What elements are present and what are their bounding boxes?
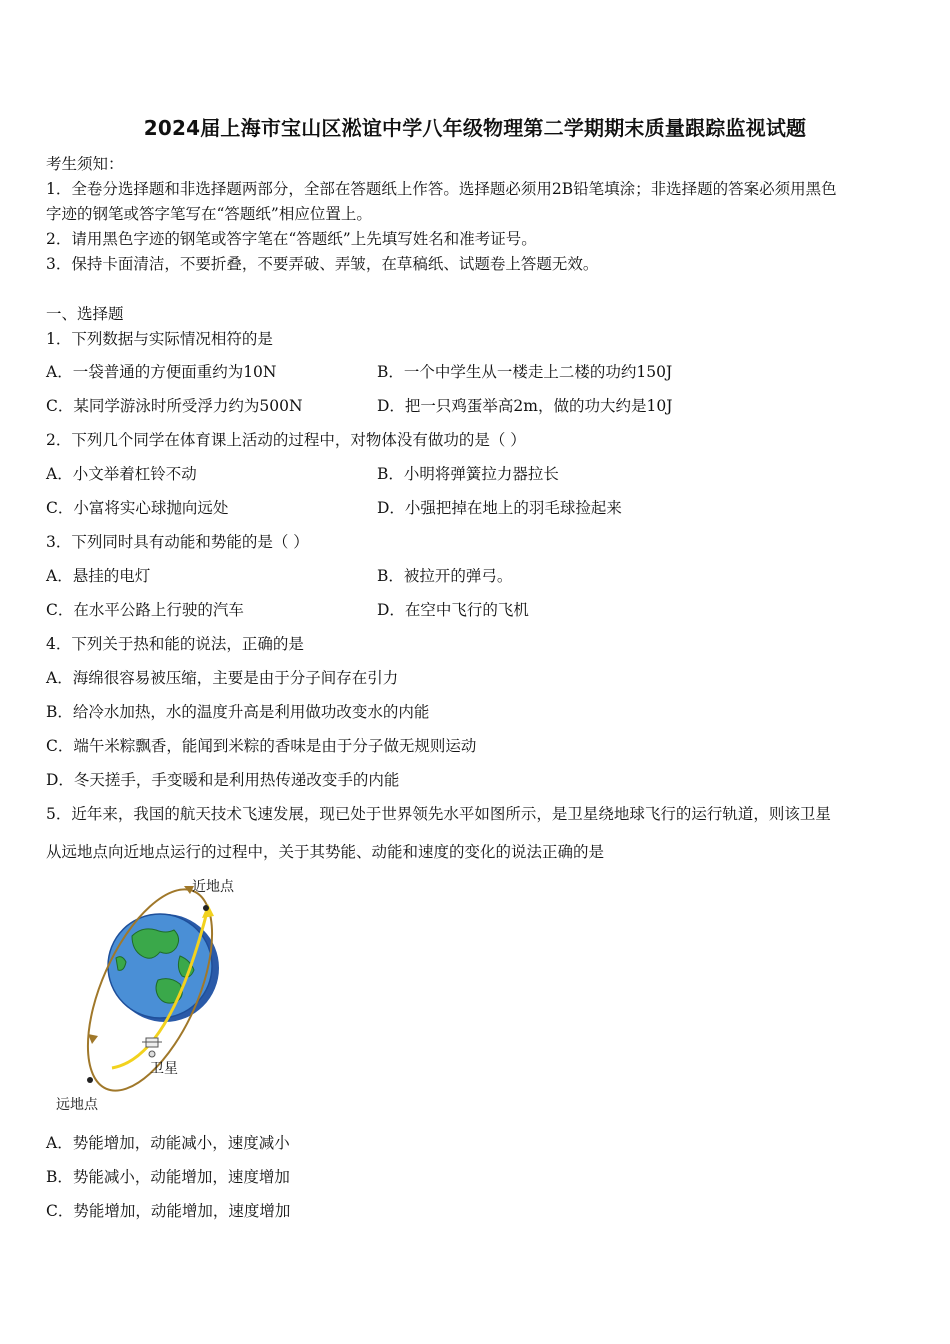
notice-item-1: 1．全卷分选择题和非选择题两部分，全部在答题纸上作答。选择题必须用2B铅笔填涂；非选择题的答案必须用黑色 <box>46 180 837 198</box>
notice-item-2: 2．请用黑色字迹的钢笔或答字笔在“答题纸”上先填写姓名和准考证号。 <box>46 230 537 248</box>
question-2-option-a: A．小文举着杠铃不动 <box>46 465 197 483</box>
question-4-stem: 4．下列关于热和能的说法，正确的是 <box>46 635 304 653</box>
question-3-option-d: D．在空中飞行的飞机 <box>377 601 529 619</box>
question-1-option-d: D．把一只鸡蛋举高2m，做的功大约是10J <box>377 397 673 415</box>
question-5-option-b: B．势能减小，动能增加，速度增加 <box>46 1168 290 1186</box>
question-1-stem: 1．下列数据与实际情况相符的是 <box>46 330 273 348</box>
question-1-option-a: A．一袋普通的方便面重约为10N <box>46 363 277 381</box>
question-3-option-b: B．被拉开的弹弓。 <box>377 567 513 585</box>
orbit-arrow-left <box>88 1034 98 1044</box>
perigee-dot <box>203 905 209 911</box>
exam-title: 2024届上海市宝山区淞谊中学八年级物理第二学期期末质量跟踪监视试题 <box>143 116 807 140</box>
satellite-orbit-figure <box>50 868 250 1118</box>
question-2-option-c: C．小富将实心球抛向远处 <box>46 499 229 517</box>
question-4-option-a: A．海绵很容易被压缩，主要是由于分子间存在引力 <box>46 669 399 687</box>
question-5-stem-line1: 5．近年来，我国的航天技术飞速发展，现已处于世界领先水平如图所示，是卫星绕地球飞行的运行轨道，则该卫星 <box>46 805 831 823</box>
question-4-option-d: D．冬天搓手，手变暖和是利用热传递改变手的内能 <box>46 771 400 789</box>
question-4-option-b: B．给冷水加热，水的温度升高是利用做功改变水的内能 <box>46 703 430 721</box>
question-2-option-d: D．小强把掉在地上的羽毛球捡起来 <box>377 499 622 517</box>
perigee-label: 近地点 <box>192 879 234 895</box>
notice-heading: 考生须知： <box>46 155 124 173</box>
question-5-stem-line2: 从远地点向近地点运行的过程中，关于其势能、动能和速度的变化的说法正确的是 <box>46 843 605 861</box>
question-1-option-c: C．某同学游泳时所受浮力约为500N <box>46 397 303 415</box>
question-1-option-b: B．一个中学生从一楼走上二楼的功约150J <box>377 363 673 381</box>
orbit-diagram <box>50 868 250 1118</box>
question-3-option-c: C．在水平公路上行驶的汽车 <box>46 601 244 619</box>
question-3-option-a: A．悬挂的电灯 <box>46 567 151 585</box>
notice-item-3: 3．保持卡面清洁，不要折叠，不要弄破、弄皱，在草稿纸、试题卷上答题无效。 <box>46 255 599 273</box>
question-2-stem: 2．下列几个同学在体育课上活动的过程中，对物体没有做功的是（ ） <box>46 431 526 449</box>
question-3-stem: 3．下列同时具有动能和势能的是（ ） <box>46 533 309 551</box>
apogee-label: 远地点 <box>56 1097 98 1113</box>
question-2-option-b: B．小明将弹簧拉力器拉长 <box>377 465 559 483</box>
question-5-option-a: A．势能增加，动能减小，速度减小 <box>46 1134 290 1152</box>
apogee-dot <box>87 1077 93 1083</box>
question-4-option-c: C．端午米粽飘香，能闻到米粽的香味是由于分子做无规则运动 <box>46 737 477 755</box>
question-5-option-c: C．势能增加，动能增加，速度增加 <box>46 1202 291 1220</box>
notice-item-1-cont: 字迹的钢笔或答字笔写在“答题纸”相应位置上。 <box>46 205 372 223</box>
satellite-label: 卫星 <box>150 1061 178 1077</box>
section-heading: 一、选择题 <box>46 305 124 323</box>
